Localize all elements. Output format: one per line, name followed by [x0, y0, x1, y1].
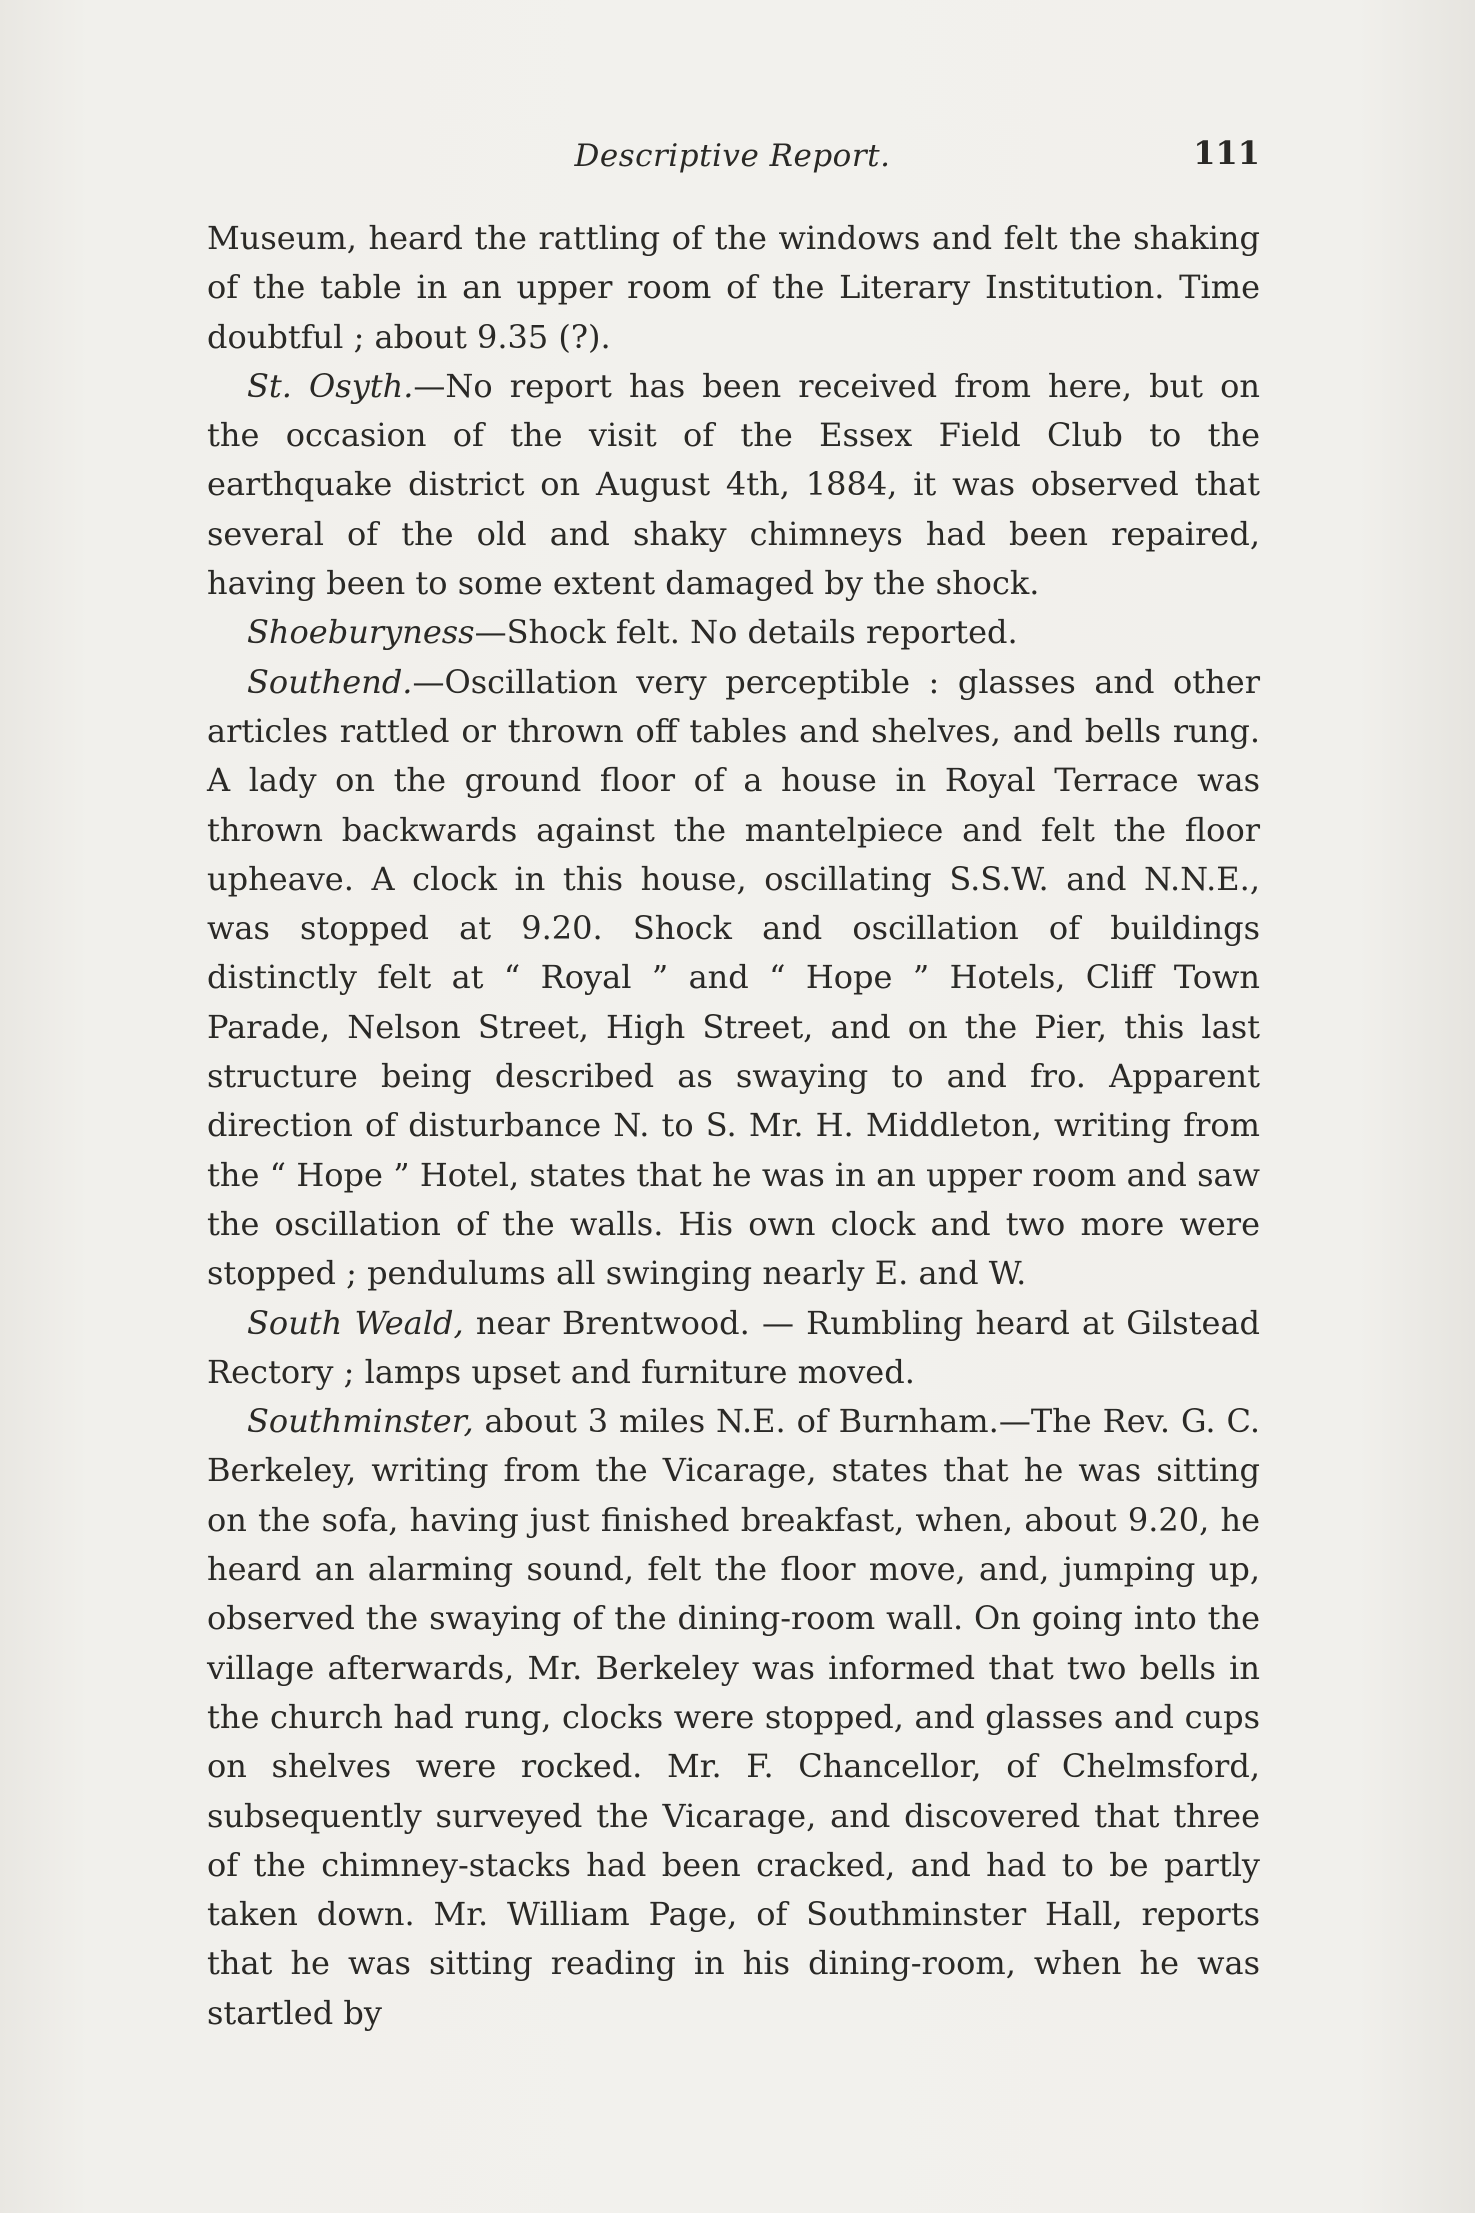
paragraph-st-osyth: [207, 362, 1260, 608]
place-name: Southminster,: [247, 1402, 474, 1441]
paragraph-south-weald: [207, 1299, 1260, 1398]
running-head: Descriptive Report.: [574, 138, 891, 174]
paragraph-text: Museum, heard the rattling of the windows and felt the shaking of the table in an upper room of the Literary Institution. Time doubtful ; about 9.35 (?).: [207, 219, 1260, 356]
paragraph-text: —Oscillation very perceptible : glasses and other articles rattled or thrown off tables and shelves, and bells rung. A lady on the ground floor of a house in Royal Terrace was thrown backwards against the mantelpiece and felt the floor upheave. A clock in this house, oscillating S.S.W. and N.N.E., was stopped at 9.20. Shock and oscillation of buildings distinctly felt at “ Royal ” and “ Hope ” Hotels, Cliff Town Parade, Nelson Street, High Street, and on the Pier, this last structure being described as swaying to and fro. Apparent direction of disturbance N. to S. Mr. H. Middleton, writing from the “ Hope ” Hotel, states that he was in an upper room and saw the oscillation of the walls. His own clock and two more were stopped ; pendulums all swinging nearly E. and W.: [207, 662, 1260, 1293]
paragraph-southend: [207, 658, 1260, 1299]
place-name: Shoeburyness: [247, 613, 475, 652]
place-name: South Weald,: [247, 1303, 464, 1342]
paragraph-text: —Shock felt. No details reported.: [474, 613, 1018, 652]
paragraph-text: about 3 miles N.E. of Burnham.—The Rev. G. C. Berkeley, writing from the Vicarage, states that he was sitting on the sofa, having just finished breakfast, when, about 9.20, he heard an alarming sound, felt the floor move, and, jumping up, observed the swaying of the dining-room wall. On going into the village afterwards, Mr. Berkeley was informed that two bells in the church had rung, clocks were stopped, and glasses and cups on shelves were rocked. Mr. F. Chancellor, of Chelmsford, subsequently surveyed the Vicarage, and discovered that three of the chimney-stacks had been cracked, and had to be partly taken down. Mr. William Page, of Southminster Hall, reports that he was sitting reading in his dining-room, when he was startled by: [207, 1402, 1260, 2032]
paragraph-shoeburyness: [207, 608, 1260, 657]
body-text: [207, 214, 1260, 2038]
page-number: 111: [1193, 134, 1260, 172]
place-name: St. Osyth.: [247, 366, 414, 405]
paragraph-southminster: [207, 1397, 1260, 2038]
paragraph-text: —No report has been received from here, but on the occasion of the visit of the Essex Field Club to the earthquake district on August 4th, 1884, it was observed that several of the old and shaky chimneys had been repaired, having been to some extent damaged by the shock.: [207, 366, 1261, 603]
paragraph-museum: [207, 214, 1260, 362]
paragraph-text: near Brentwood. — Rumbling heard at Gilstead Rectory ; lamps upset and furniture moved.: [207, 1303, 1261, 1391]
place-name: Southend.: [247, 662, 413, 701]
page-header: [205, 130, 1260, 190]
